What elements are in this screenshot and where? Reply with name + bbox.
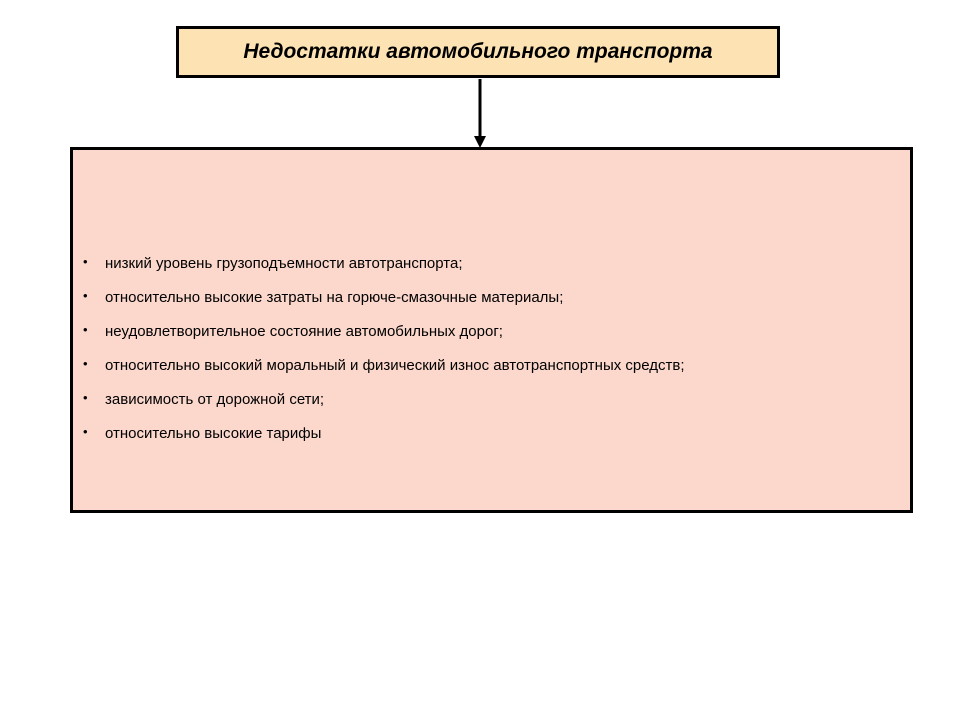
title-box <box>176 26 780 78</box>
list-item-text: неудовлетворительное состояние автомобильных дорог; <box>105 323 503 340</box>
list-item <box>83 255 685 289</box>
diagram-title: Недостатки автомобильного транспорта <box>243 40 713 63</box>
list-item-text: низкий уровень грузоподъемности автотранспорта; <box>105 255 463 272</box>
bullet-icon: • <box>83 356 88 371</box>
list-item-text: относительно высокие тарифы <box>105 425 322 442</box>
list-item <box>83 323 685 357</box>
bullet-icon: • <box>83 390 88 405</box>
bullet-icon: • <box>83 424 88 439</box>
connector-arrow <box>0 0 960 160</box>
bullet-list <box>83 255 685 459</box>
list-item-text: относительно высокий моральный и физический износ автотранспортных средств; <box>105 357 685 374</box>
list-item-text: зависимость от дорожной сети; <box>105 391 325 408</box>
list-item <box>83 357 685 391</box>
list-item <box>83 391 685 425</box>
bullet-icon: • <box>83 322 88 337</box>
bullet-icon: • <box>83 288 88 303</box>
list-item-text: относительно высокие затраты на горюче-смазочные материалы; <box>105 289 564 306</box>
list-item <box>83 425 685 459</box>
list-item <box>83 289 685 323</box>
content-box <box>70 147 913 513</box>
bullet-icon: • <box>83 254 88 269</box>
